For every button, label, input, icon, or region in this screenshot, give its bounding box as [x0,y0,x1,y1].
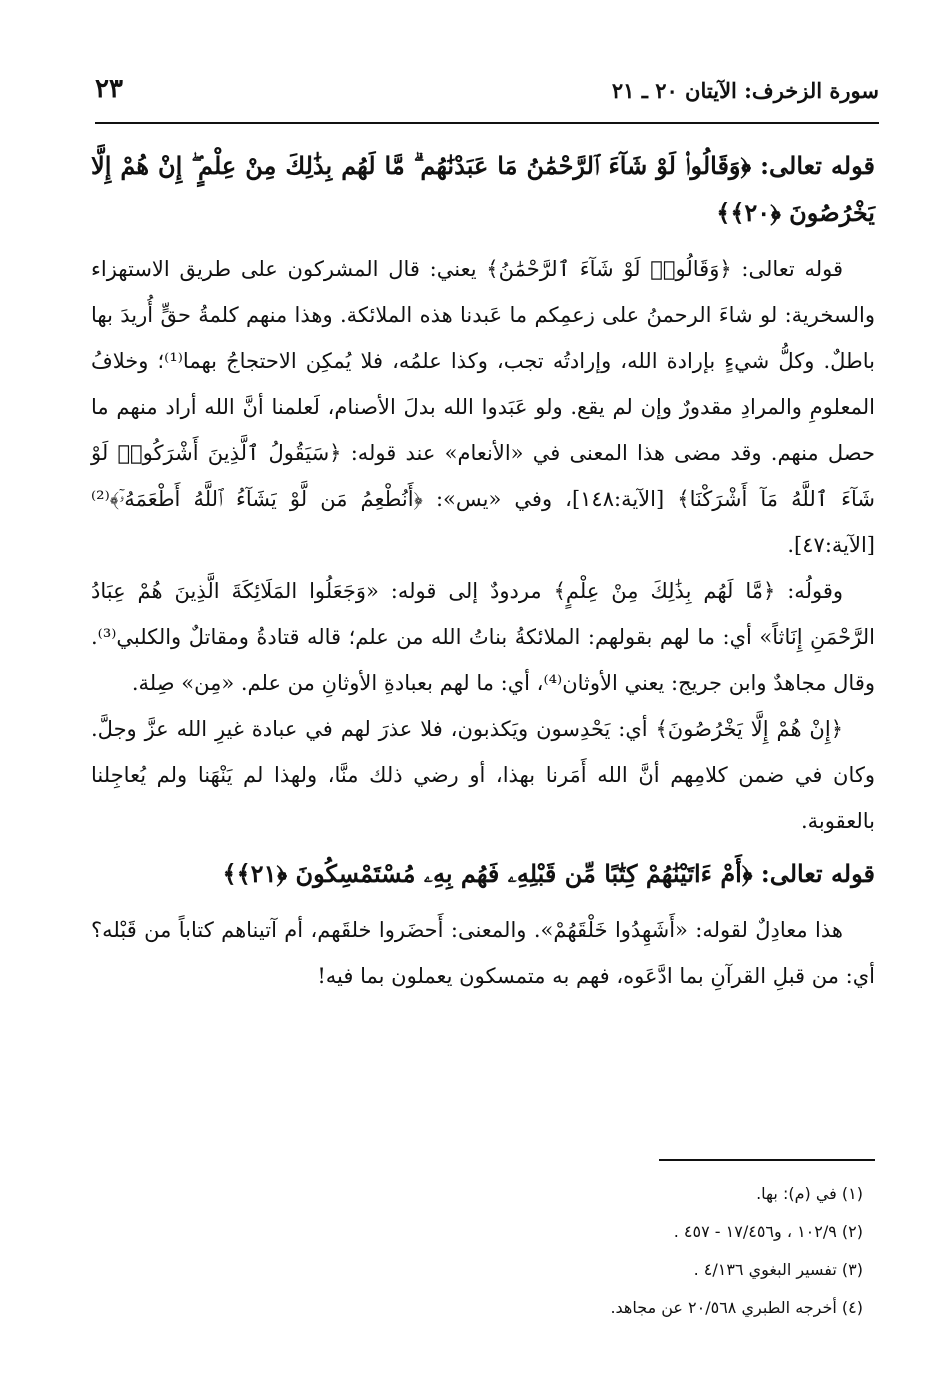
commentary-paragraph-3: ﴿إِنْ هُمْ إِلَّا يَخْرُصُونَ﴾ أي: يَحْدِسون ويَكذبون، فلا عذرَ لهم في عبادة غيرِ الله عزَّ وجلَّ. وكان في ضمن كلامِهم أنَّ الله أَمَرنا بهذا، أو رضي ذلك منَّا، ولهذا لم يَنْهَنا ولم يُعاجِلنا بالعقوبة. [91,717,875,833]
verse-text: ﴿أَمْ ءَاتَيْنَٰهُمْ كِتَٰبًا مِّن قَبْلِهِۦ فَهُم بِهِۦ مُسْتَمْسِكُونَ ﴿٢١﴾﴾ [222,859,753,888]
footnote: (٢) ١٠٢/٩ ، و١٧/٤٥٦ - ٤٥٧ . [673,1222,863,1241]
verse-block-21 [91,850,875,897]
running-title: سورة الزخرف: الآيتان ٢٠ ـ ٢١ [611,78,879,103]
verse-lead: قوله تعالى: [752,859,875,888]
footnotes [91,1175,863,1327]
verse-block-20 [91,142,875,236]
commentary-paragraph-1: قوله تعالى: ﴿وَقَالُوا۟ لَوْ شَآءَ ٱلرَّحْمَٰنُ﴾ يعني: قال المشركون على طريق الاستهزاء والسخرية: لو شاءَ الرحمنُ على زعمِكم ما عَبدنا هذه الملائكة. وهذا منهم كلمةُ حقٍّ أُريدَ بها باطلٌ. وكلُّ شيءٍ بإرادة الله، وإرادتُه تجب، وكذا علمُه، فلا يُمكِن الاحتجاجُ بهما⁽¹⁾؛ وخلافُ المعلومِ والمرادِ مقدورٌ وإن لم يقع. ولو عَبَدوا الله بدلَ الأصنام، لَعلمنا أنَّ الله أراد منهم ما حصل منهم. وقد مضى هذا المعنى في «الأنعام» عند قوله: ﴿سَيَقُولُ ٱلَّذِينَ أَشْرَكُوا۟ لَوْ شَآءَ ٱللَّهُ مَآ أَشْرَكْنَا﴾ [الآية:١٤٨]، وفي «يس»: ﴿أَنُطْعِمُ مَن لَّوْ يَشَآءُ ٱللَّهُ أَطْعَمَهُۥٓ﴾⁽²⁾ [الآية:٤٧]. [91,257,875,557]
verse-text: ﴿وَقَالُوا۟ لَوْ شَآءَ ٱلرَّحْمَٰنُ مَا عَبَدْنَٰهُم ۗ مَّا لَهُم بِذَٰلِكَ مِنْ عِلْمٍ ۖ إِنْ هُمْ إِلَّا يَخْرُصُونَ ﴿٢٠﴾﴾ [91,151,875,227]
page-number: ٢٣ [95,74,123,104]
footnote: (١) في (م): بها. [756,1184,863,1203]
footnote: (٤) أخرجه الطبري ٢٠/٥٦٨ عن مجاهد. [610,1298,863,1317]
page-header [95,74,879,118]
footnote: (٣) تفسير البغوي ٤/١٣٦ . [693,1260,863,1279]
commentary-paragraph-4: هذا معادِلٌ لقوله: «أَشَهِدُوا خَلْقَهُمْ». والمعنى: أَحضَروا خلقَهم، أم آتيناهم كتاباً من قَبْله؟ أي: من قبلِ القرآنِ بما ادَّعَوه، فهم به متمسكون يعملون بما فيه! [91,918,875,988]
verse-lead: قوله تعالى: [751,151,875,180]
main-text [91,142,875,999]
commentary-paragraph-2: وقولُه: ﴿مَّا لَهُم بِذَٰلِكَ مِنْ عِلْمٍ﴾ مردودٌ إلى قوله: «وَجَعَلُوا المَلَائِكَةَ الَّذِينَ هُمْ عِبَادُ الرَّحْمَنِ إِنَاثاً» أي: ما لهم بقولهم: الملائكةُ بناتُ الله من علم؛ قاله قتادةُ ومقاتلٌ والكلبي⁽³⁾. وقال مجاهدٌ وابن جريج: يعني الأوثان⁽⁴⁾، أي: ما لهم بعبادةِ الأوثانِ من علم. «مِن» صِلة. [91,579,875,695]
header-divider [95,122,879,124]
footnote-divider [659,1159,875,1161]
